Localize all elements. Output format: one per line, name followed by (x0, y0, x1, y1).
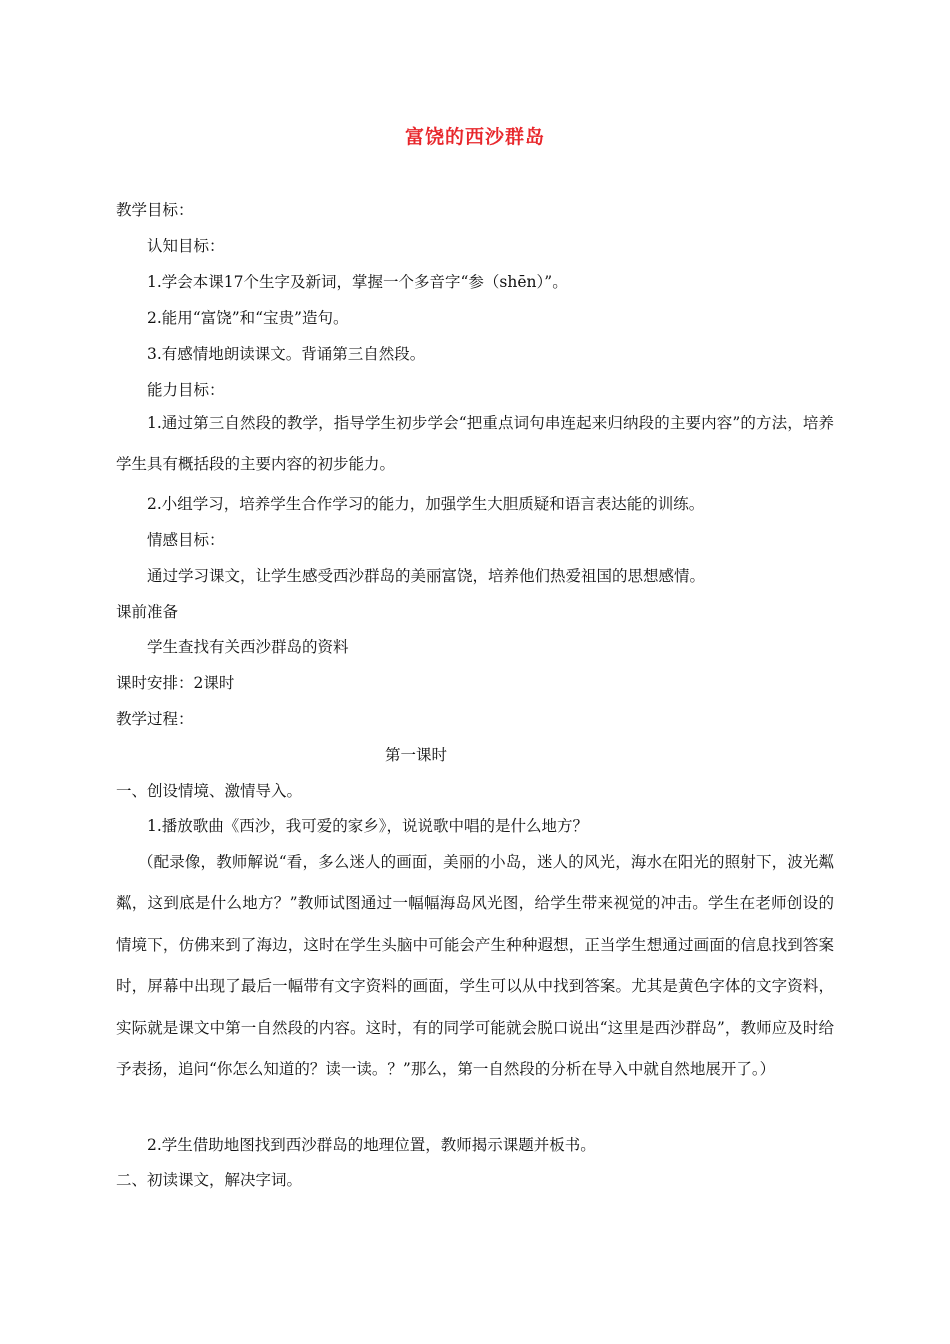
step-1-heading: 一、创设情境、激情导入。 (116, 782, 303, 800)
preparation-heading: 课前准备 (116, 603, 179, 621)
ability-goal-1: 1.通过第三自然段的教学，指导学生初步学会“把重点词句串连起来归纳段的主要内容”的方法，培养学生具有概括段的主要内容的初步能力。 (116, 414, 834, 474)
preparation-item: 学生查找有关西沙群岛的资料 (147, 638, 349, 656)
cognitive-goal-2: 2.能用“富饶”和“宝贵”造句。 (147, 309, 349, 327)
cognitive-goal-1: 1.学会本课17个生字及新词，掌握一个多音字“参（shēn）”。 (147, 273, 568, 291)
lesson-one-heading: 第一课时 (384, 746, 447, 764)
ability-goal-2: 2.小组学习，培养学生合作学习的能力，加强学生大胆质疑和语言表达能的训练。 (147, 495, 705, 513)
goals-heading: 教学目标： (116, 201, 194, 219)
cognitive-goals-heading: 认知目标： (147, 237, 225, 255)
step-1-item-2: 2.学生借助地图找到西沙群岛的地理位置，教师揭示课题并板书。 (147, 1136, 596, 1154)
step-1-note: （配录像，教师解说“看，多么迷人的画面，美丽的小岛，迷人的风光，海水在阳光的照射下，波光粼粼，这到底是什么地方？”教师试图通过一幅幅海岛风光图，给学生带来视觉的冲击。学生在老师创设的情境下，仿佛来到了海边，这时在学生头脑中可能会产生种种遐想，正当学生想通过画面的信息找到答案时，屏幕中出现了最后一幅带有文字资料的画面，学生可以从中找到答案。尤其是黄色字体的文字资料，实际就是课文中第一自然段的内容。这时，有的同学可能就会脱口说出“这里是西沙群岛”，教师应及时给予表扬，追问“你怎么知道的？读一读。？”那么，第一自然段的分析在导入中就自然地展开了。） (116, 853, 834, 1079)
emotion-goals-heading: 情感目标： (147, 531, 225, 549)
step-2-heading: 二、初读课文，解决字词。 (116, 1171, 303, 1189)
step-1-item-1: 1.播放歌曲《西沙，我可爱的家乡》，说说歌中唱的是什么地方？ (147, 817, 589, 835)
schedule-line: 课时安排：2课时 (116, 674, 235, 692)
ability-goals-heading: 能力目标： (147, 381, 225, 399)
cognitive-goal-3: 3.有感情地朗读课文。背诵第三自然段。 (147, 345, 426, 363)
emotion-goal-1: 通过学习课文，让学生感受西沙群岛的美丽富饶，培养他们热爱祖国的思想感情。 (147, 567, 706, 585)
process-heading: 教学过程： (116, 710, 194, 728)
document-title: 富饶的西沙群岛 (404, 126, 545, 148)
